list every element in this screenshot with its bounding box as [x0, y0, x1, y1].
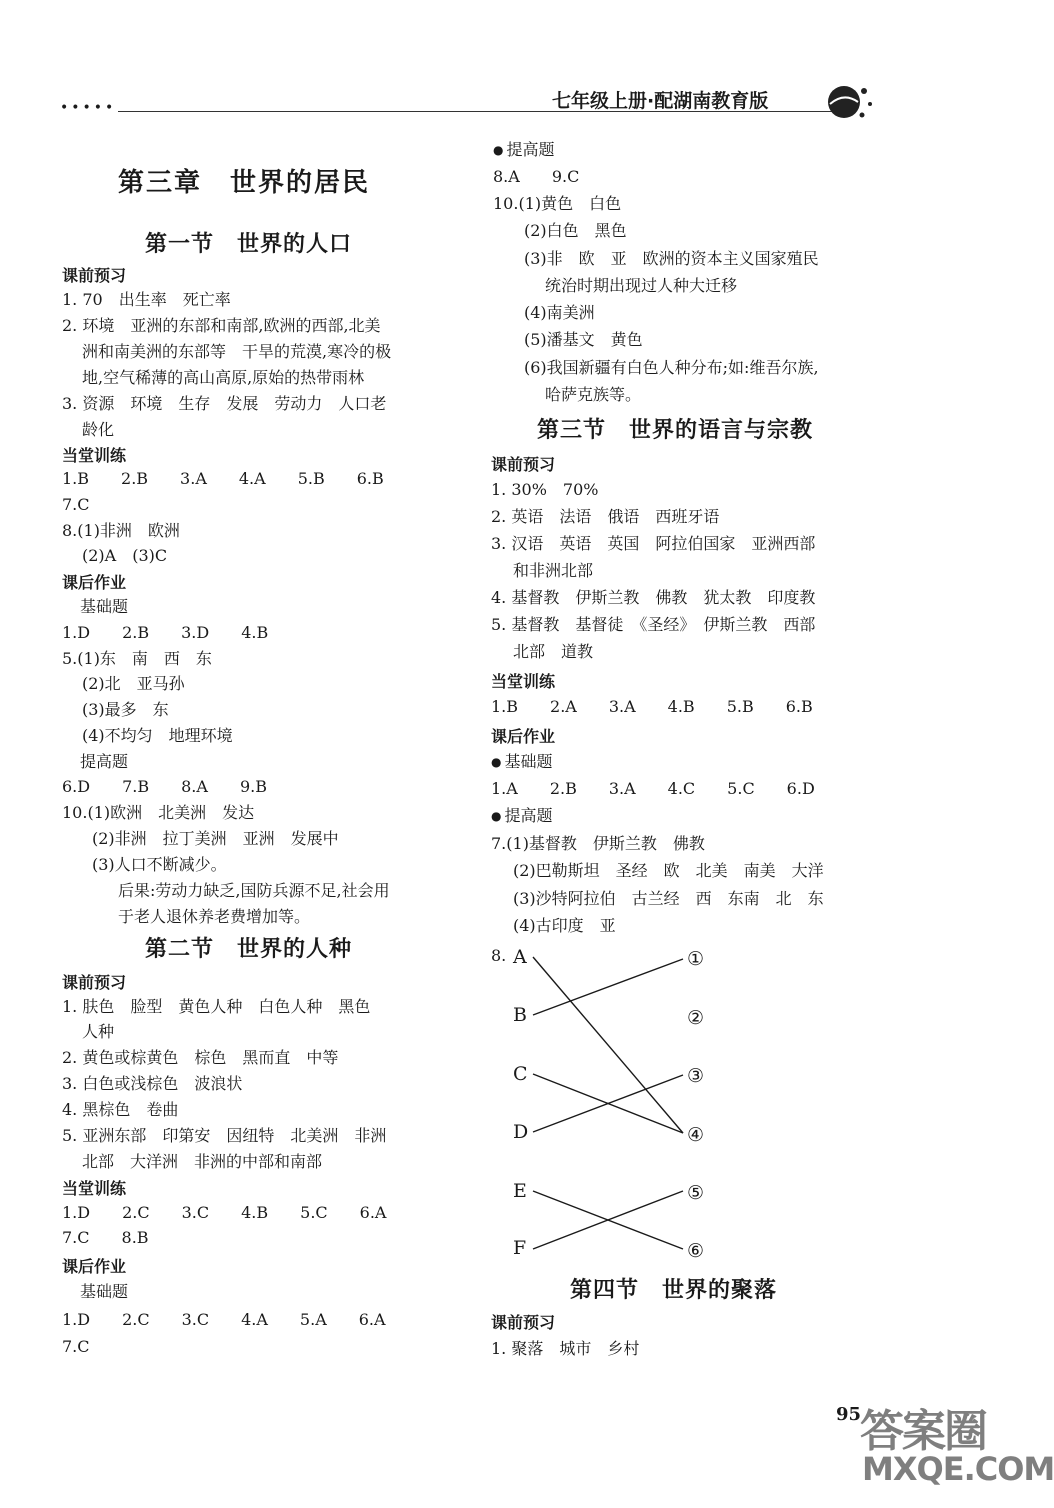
s2-adv-line: 统治时期出现过人种大迁移	[545, 276, 738, 295]
s1-basic-line: 5.(1)东 南 西 东	[62, 649, 212, 668]
s3-adv-line: (3)沙特阿拉伯 古兰经 西 东南 北 东	[513, 889, 824, 908]
s1-basic-line: 1.D 2.B 3.D 4.B	[62, 623, 269, 642]
s1-adv-line: 6.D 7.B 8.A 9.B	[62, 777, 267, 796]
s2-adv-line: 8.A 9.C	[493, 167, 580, 186]
watermark-logo: 答案圈	[860, 1406, 986, 1457]
s1-pre-line: 1. 70 出生率 死亡率	[62, 290, 231, 309]
s1-hw-label: 课后作业	[62, 573, 127, 592]
match-right-3: ③	[687, 1065, 705, 1087]
s2-class-line: 7.C 8.B	[62, 1228, 149, 1247]
s1-basic-line: (4)不均匀 地理环境	[82, 726, 233, 745]
s3-pre-line: 5. 基督教 基督徒 《圣经》 伊斯兰教 西部	[491, 615, 816, 634]
s3-basic-label: ● 基础题	[491, 749, 553, 775]
s1-adv-line: (3)人口不断减少。	[92, 855, 227, 874]
s2-adv-line: (5)潘基文 黄色	[524, 330, 643, 349]
s1-adv-line: 10.(1)欧洲 北美洲 发达	[62, 803, 255, 822]
matching-diagram	[505, 935, 735, 1265]
match-right-6: ⑥	[687, 1240, 705, 1262]
chapter-title: 第三章 世界的居民	[118, 168, 371, 198]
s2-basic-label: 基础题	[80, 1282, 129, 1301]
s2-pre-line: 人种	[82, 1022, 115, 1041]
s2-hw-label: 课后作业	[62, 1257, 127, 1276]
section-1-title: 第一节 世界的人口	[145, 231, 353, 257]
s3-class-label: 当堂训练	[491, 672, 556, 691]
s3-adv-label: ● 提高题	[491, 803, 553, 829]
s2-pre-line: 5. 亚洲东部 印第安 因纽特 北美洲 非洲	[62, 1126, 387, 1145]
s1-pre-line: 2. 环境 亚洲的东部和南部,欧洲的西部,北美	[62, 316, 381, 335]
s3-pre-line: 2. 英语 法语 俄语 西班牙语	[491, 507, 720, 526]
section-4-title: 第四节 世界的聚落	[570, 1277, 778, 1303]
s1-pre-line: 3. 资源 环境 生存 发展 劳动力 人口老	[62, 394, 387, 413]
s4-pre-line: 1. 聚落 城市 乡村	[491, 1339, 640, 1358]
section-3-title: 第三节 世界的语言与宗教	[537, 417, 814, 443]
s2-class-label: 当堂训练	[62, 1179, 127, 1198]
s1-pre-label: 课前预习	[62, 266, 127, 285]
s2-adv-line: 哈萨克族等。	[545, 385, 642, 404]
s2-pre-line: 4. 黑棕色 卷曲	[62, 1100, 179, 1119]
page-number: 95	[836, 1404, 862, 1425]
s2-basic-line: 1.D 2.C 3.C 4.A 5.A 6.A	[62, 1310, 386, 1329]
s2-adv-label: ● 提高题	[493, 137, 555, 163]
watermark-url: MXQE.COM	[862, 1450, 1054, 1488]
s3-pre-line: 和非洲北部	[513, 561, 594, 580]
header-title: 七年级上册·配湖南教育版	[552, 90, 769, 112]
s1-adv-line: 后果:劳动力缺乏,国防兵源不足,社会用	[118, 881, 390, 900]
match-line-A-4	[533, 957, 683, 1133]
match-left-A: A	[513, 946, 527, 968]
match-left-B: B	[513, 1004, 527, 1026]
s2-basic-line: 7.C	[62, 1337, 90, 1356]
section-2-title: 第二节 世界的人种	[145, 936, 353, 962]
s1-basic-line: (2)北 亚马孙	[82, 674, 185, 693]
match-left-C: C	[513, 1063, 528, 1085]
s3-pre-line: 1. 30% 70%	[491, 480, 599, 499]
match-right-5: ⑤	[687, 1182, 705, 1204]
match-line-B-1	[533, 959, 683, 1015]
match-left-D: D	[513, 1121, 529, 1143]
s3-hw-label: 课后作业	[491, 727, 556, 746]
s1-class-label: 当堂训练	[62, 446, 127, 465]
s2-pre-line: 2. 黄色或棕黄色 棕色 黑而直 中等	[62, 1048, 339, 1067]
s2-class-line: 1.D 2.C 3.C 4.B 5.C 6.A	[62, 1203, 387, 1222]
s1-adv-label: 提高题	[80, 752, 129, 771]
match-left-E: E	[513, 1180, 527, 1202]
s3-pre-line: 3. 汉语 英语 英国 阿拉伯国家 亚洲西部	[491, 534, 816, 553]
header-dots: •••••	[60, 100, 117, 116]
match-left-F: F	[513, 1237, 527, 1259]
s1-adv-line: (2)非洲 拉丁美洲 亚洲 发展中	[92, 829, 339, 848]
s1-basic-line: (3)最多 东	[82, 700, 169, 719]
s2-adv-line: (4)南美洲	[524, 303, 595, 322]
match-right-4: ④	[687, 1124, 705, 1146]
s1-adv-line: 于老人退休养老费增加等。	[118, 907, 311, 926]
s2-adv-line: (2)白色 黑色	[524, 221, 627, 240]
s3-adv-line: 7.(1)基督教 伊斯兰教 佛教	[491, 834, 705, 853]
s4-pre-label: 课前预习	[491, 1313, 556, 1332]
s1-class-line: 7.C	[62, 495, 90, 514]
s1-pre-line: 龄化	[82, 420, 115, 439]
globe-icon	[822, 82, 882, 122]
match-number: 8.	[491, 946, 507, 965]
s1-pre-line: 地,空气稀薄的高山高原,原始的热带雨林	[82, 368, 365, 387]
s1-class-line: 1.B 2.B 3.A 4.A 5.B 6.B	[62, 469, 384, 488]
s1-basic-label: 基础题	[80, 597, 129, 616]
s2-adv-line: 10.(1)黄色 白色	[493, 194, 622, 213]
match-right-2: ②	[687, 1007, 705, 1029]
match-right-1: ①	[687, 948, 705, 970]
s3-basic-line: 1.A 2.B 3.A 4.C 5.C 6.D	[491, 779, 815, 798]
s3-pre-line: 4. 基督教 伊斯兰教 佛教 犹太教 印度教	[491, 588, 816, 607]
s1-class-line: 8.(1)非洲 欧洲	[62, 521, 180, 540]
s3-pre-line: 北部 道教	[513, 642, 594, 661]
s2-adv-line: (3)非 欧 亚 欧洲的资本主义国家殖民	[524, 249, 819, 268]
s2-adv-line: (6)我国新疆有白色人种分布;如:维吾尔族,	[524, 358, 819, 377]
s2-pre-label: 课前预习	[62, 973, 127, 992]
s3-adv-line: (2)巴勒斯坦 圣经 欧 北美 南美 大洋	[513, 861, 824, 880]
s1-class-line: (2)A (3)C	[82, 546, 168, 565]
s1-pre-line: 洲和南美洲的东部等 干旱的荒漠,寒冷的极	[82, 342, 392, 361]
s2-pre-line: 1. 肤色 脸型 黄色人种 白色人种 黑色	[62, 997, 371, 1016]
s2-pre-line: 北部 大洋洲 非洲的中部和南部	[82, 1152, 323, 1171]
s2-pre-line: 3. 白色或浅棕色 波浪状	[62, 1074, 243, 1093]
s3-pre-label: 课前预习	[491, 455, 556, 474]
s3-adv-line: (4)古印度 亚	[513, 916, 616, 935]
s3-class-line: 1.B 2.A 3.A 4.B 5.B 6.B	[491, 697, 813, 716]
